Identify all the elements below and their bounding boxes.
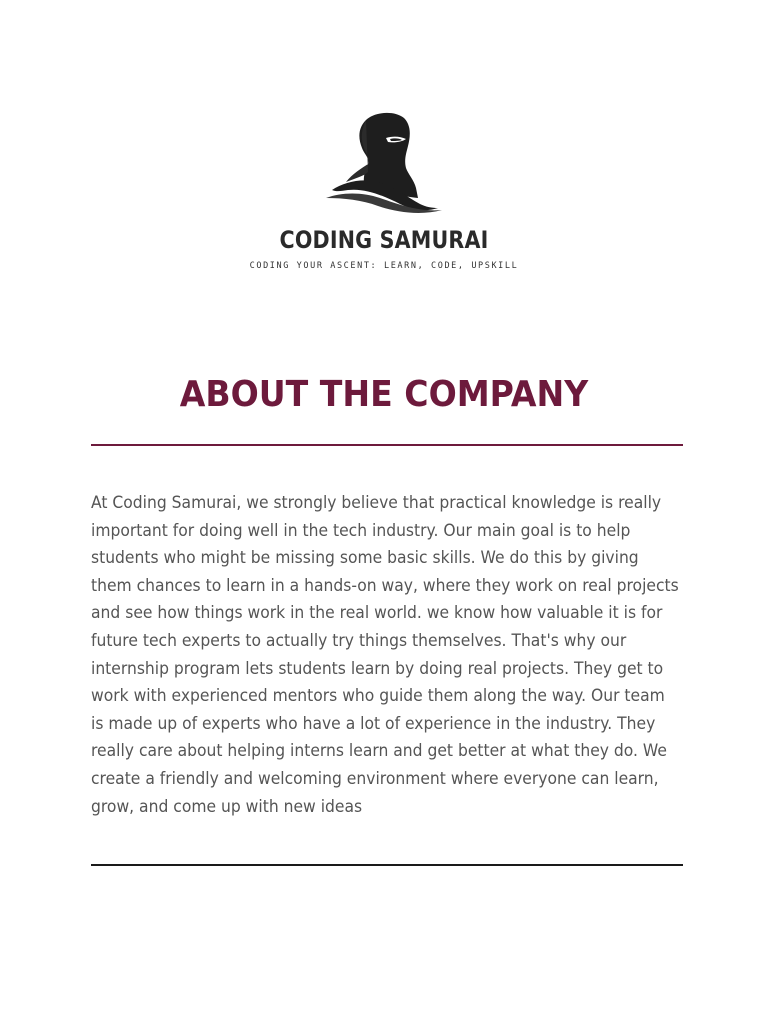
brand-name: CODING SAMURAI — [279, 226, 489, 254]
bottom-divider — [91, 864, 683, 866]
ninja-silhouette-icon — [322, 108, 446, 216]
brand-tagline: CODING YOUR ASCENT: LEARN, CODE, UPSKILL — [249, 261, 519, 271]
page-title: ABOUT THE COMPANY — [179, 374, 589, 415]
logo — [0, 108, 768, 216]
title-divider — [91, 444, 683, 446]
about-paragraph: At Coding Samurai, we strongly believe that practical knowledge is really important for doing well in the tech industry. Our main goal is to help students who might be missing some basic skills. We do this by giving them chances to learn in a hands-on way, where they work on real projects and see how things work in the real world. we know how valuable it is for future tech experts to actually try things themselves. That's why our internship program lets students learn by doing real projects. They get to work with experienced mentors who guide them along the way. Our team is made up of experts who have a lot of experience in the industry. They really care about helping interns learn and get better at what they do. We create a friendly and welcoming environment where everyone can learn, grow, and come up with new ideas — [91, 493, 679, 817]
